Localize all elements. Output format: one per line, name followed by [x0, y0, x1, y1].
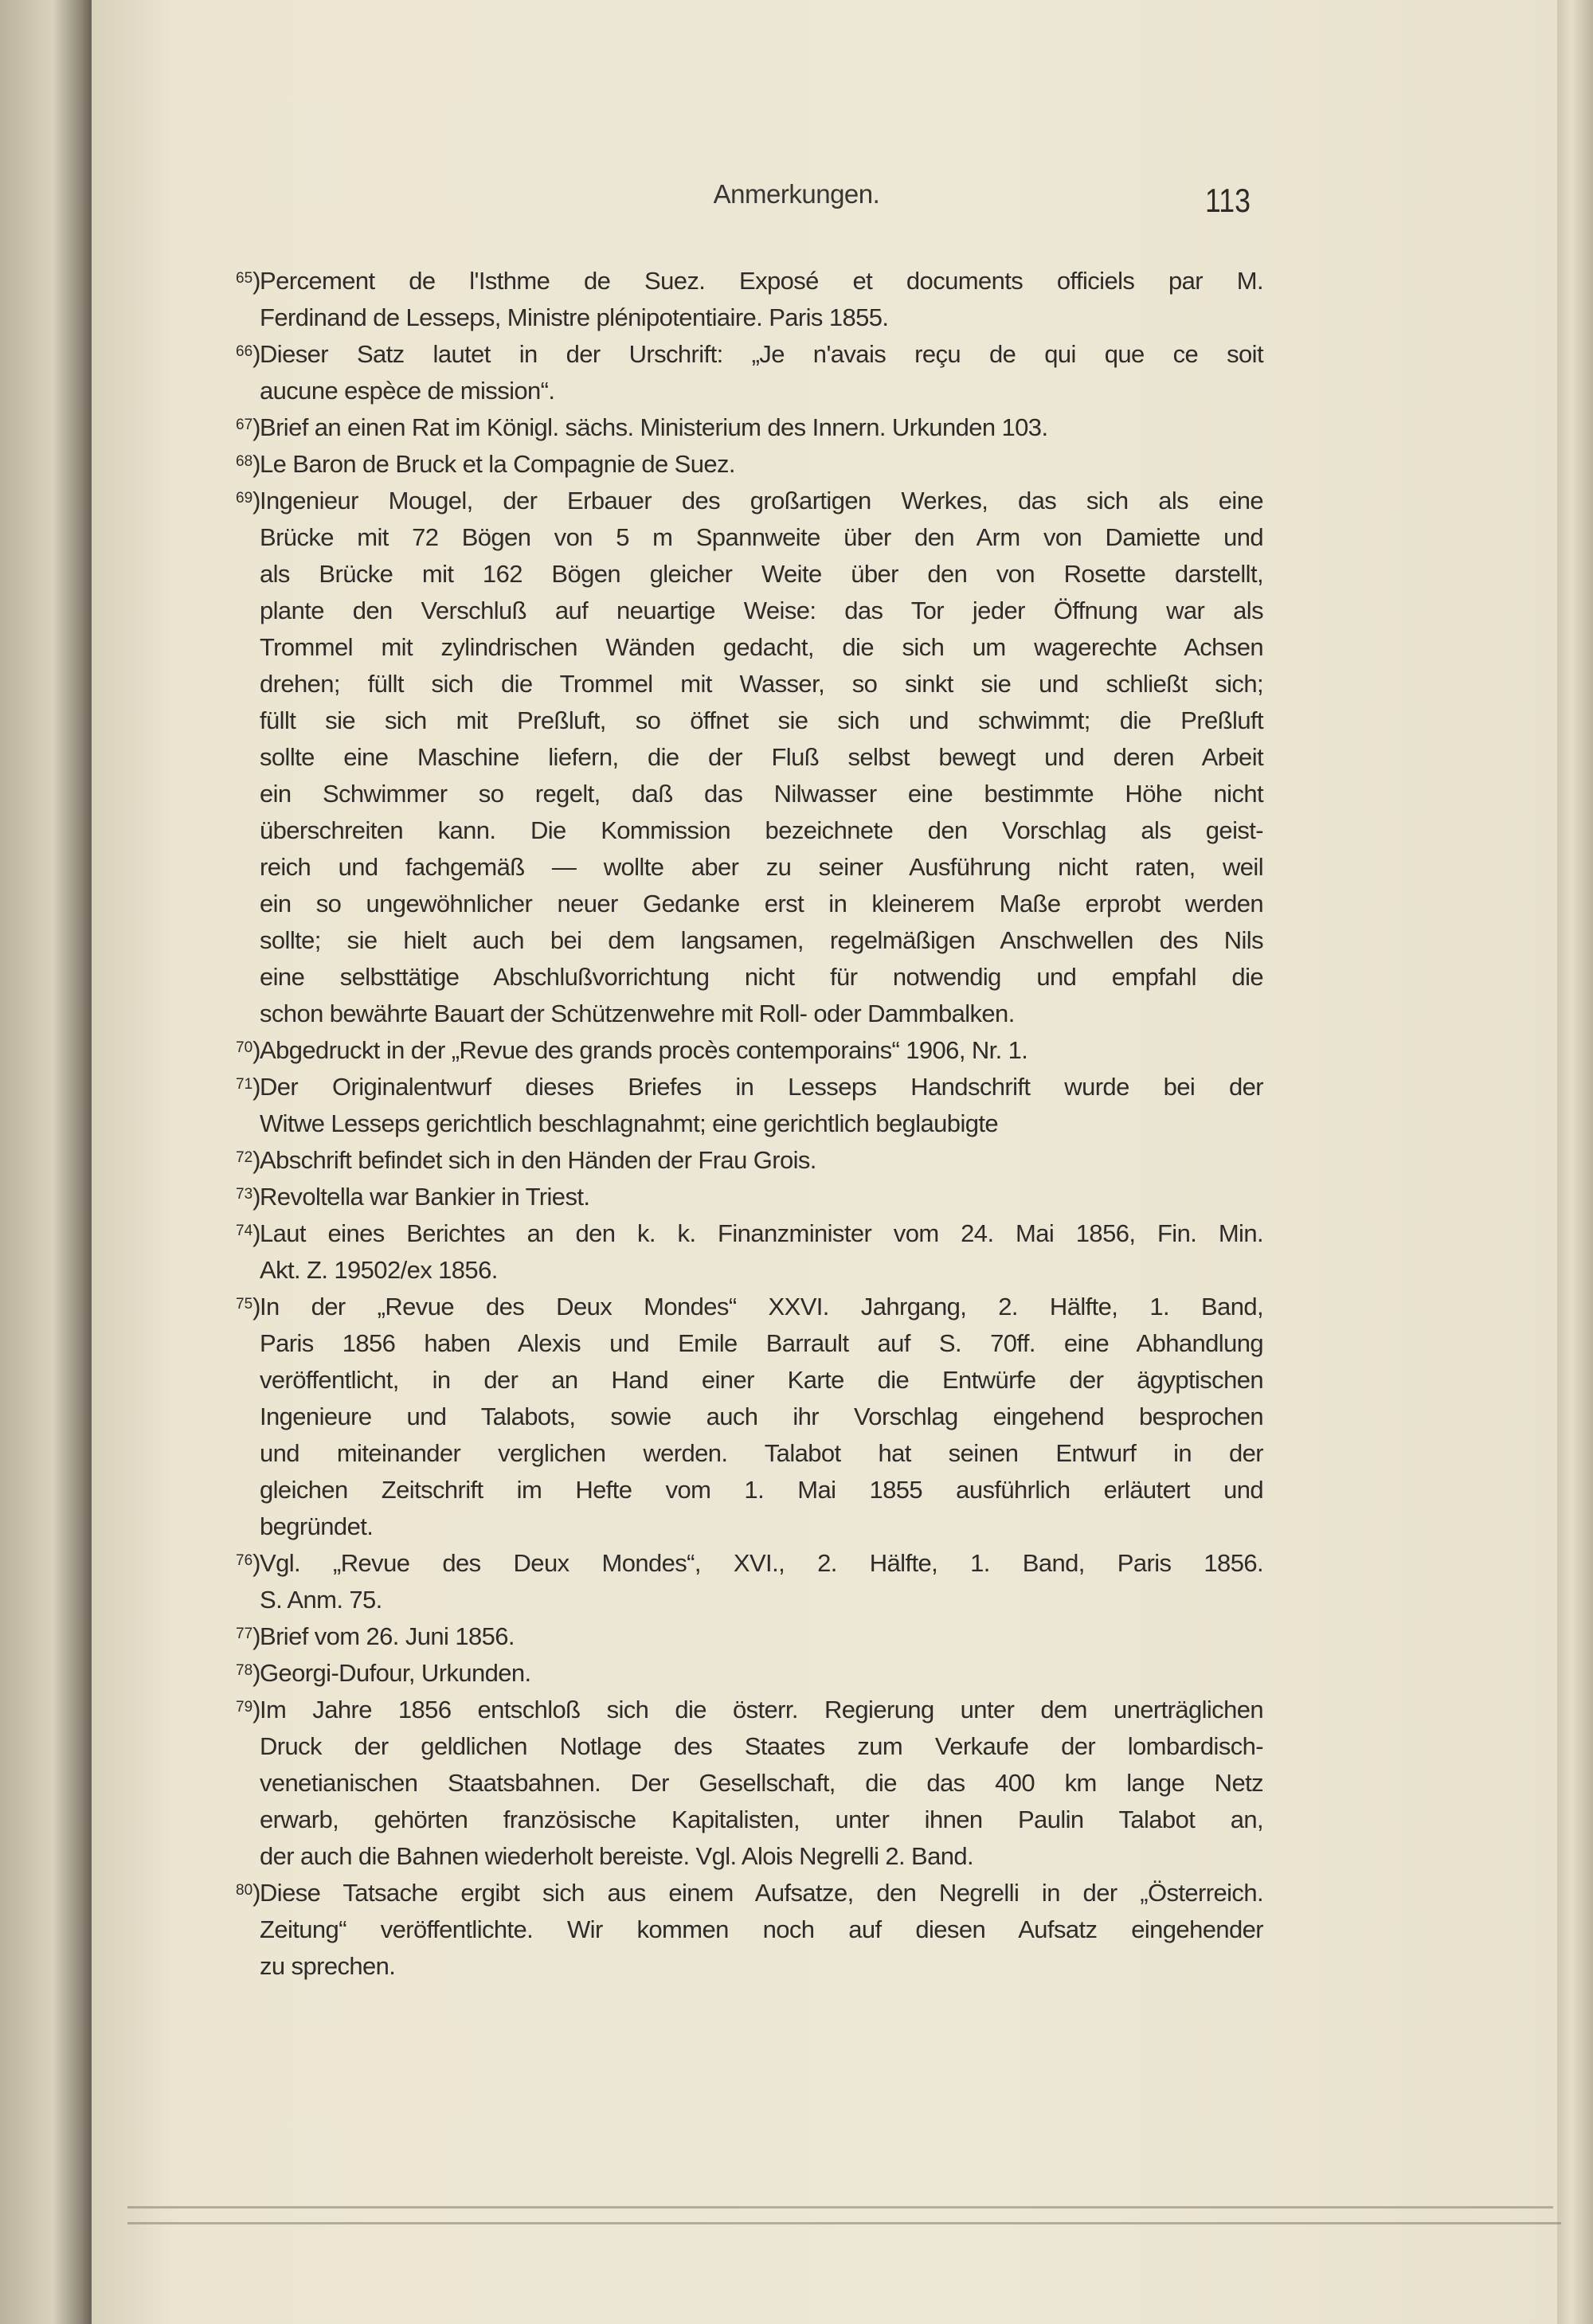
- footnote-text: erwarb, gehörten französische Kapitalisten, unter ihnen Paulin Talabot an,: [260, 1806, 1263, 1833]
- footnote: [236, 1069, 1263, 1142]
- footnote-line: [236, 1142, 1263, 1179]
- footnote-text: Im Jahre 1856 entschloß sich die österr. Regierung unter dem unerträglichen: [260, 1696, 1263, 1723]
- footnote-text: plante den Verschluß auf neuartige Weise: das Tor jeder Öffnung war als: [260, 597, 1263, 624]
- footnote-line: [236, 1215, 1263, 1252]
- footnote-line: [236, 1545, 1263, 1582]
- page-number: 113: [1205, 182, 1251, 219]
- footnote-line: [260, 1582, 1263, 1618]
- footnotes: [236, 263, 1263, 1985]
- footnote-text: als Brücke mit 162 Bögen gleicher Weite über den von Rosette darstellt,: [260, 560, 1263, 588]
- footnote-number: 78 ): [236, 1649, 260, 1689]
- footnote-text: veröffentlicht, in der an Hand einer Karte die Entwürfe der ägyptischen: [260, 1366, 1263, 1394]
- footnote-text: Diese Tatsache ergibt sich aus einem Aufsatze, den Negrelli in der „Österreich.: [260, 1879, 1263, 1907]
- footnote-text: begründet.: [260, 1512, 374, 1540]
- footnote-text: reich und fachgemäß — wollte aber zu seiner Ausführung nicht raten, weil: [260, 853, 1263, 881]
- footnote-line: [236, 1179, 1263, 1215]
- footnote-line: [260, 1838, 1263, 1875]
- footnote-number: 67 ): [236, 403, 260, 444]
- footnote-line: [236, 483, 1263, 519]
- footnote-text: Ingenieure und Talabots, sowie auch ihr Vorschlag eingehend besprochen: [260, 1403, 1263, 1430]
- footnote-line: [260, 299, 1263, 336]
- facing-page-edge: [0, 0, 96, 2324]
- footnote: [236, 1655, 1263, 1692]
- footnote-number: 76 ): [236, 1539, 260, 1579]
- footnote-number: 79 ): [236, 1685, 260, 1726]
- footnote-line: [260, 849, 1263, 886]
- footnote-line: [260, 1105, 1263, 1142]
- footnote: [236, 1875, 1263, 1985]
- footnote-line: [236, 263, 1263, 299]
- footnote-text: Brücke mit 72 Bögen von 5 m Spannweite über den Arm von Damiette und: [260, 523, 1263, 551]
- footnote-text: ein Schwimmer so regelt, daß das Nilwasser eine bestimmte Höhe nicht: [260, 780, 1263, 808]
- footnote-line: [260, 629, 1263, 666]
- footnote-text: Trommel mit zylindrischen Wänden gedacht, die sich um wagerechte Achsen: [260, 633, 1263, 661]
- footnote-line: [260, 996, 1263, 1032]
- footnote-text: Brief an einen Rat im Königl. sächs. Ministerium des Innern. Urkunden 103.: [260, 413, 1048, 441]
- footnote-text: S. Anm. 75.: [260, 1586, 382, 1614]
- footnote-text: Ferdinand de Lesseps, Ministre plénipotentiaire. Paris 1855.: [260, 303, 889, 331]
- footnote: [236, 409, 1263, 446]
- footnote-line: [236, 409, 1263, 446]
- footnote: [236, 1289, 1263, 1545]
- footnote-text: füllt sie sich mit Preßluft, so öffnet sie sich und schwimmt; die Preßluft: [260, 706, 1263, 734]
- footnote-number: 73 ): [236, 1172, 260, 1213]
- footnote: [236, 336, 1263, 409]
- footnote-text: Zeitung“ veröffentlichte. Wir kommen noch auf diesen Aufsatz eingehender: [260, 1915, 1263, 1943]
- page-bottom-edge: [127, 2222, 1561, 2224]
- footnote: [236, 1545, 1263, 1618]
- footnote-line: [236, 1069, 1263, 1105]
- footnote: [236, 1032, 1263, 1069]
- footnote-text: Druck der geldlichen Notlage des Staates zum Verkaufe der lombardisch-: [260, 1732, 1263, 1760]
- footnote-line: [260, 556, 1263, 593]
- footnote-line: [260, 702, 1263, 739]
- footnote: [236, 1179, 1263, 1215]
- footnote-line: [260, 1399, 1263, 1435]
- footnote-text: Ingenieur Mougel, der Erbauer des großartigen Werkes, das sich als eine: [260, 487, 1263, 514]
- footnote-line: [236, 1875, 1263, 1911]
- footnote-line: [260, 1252, 1263, 1289]
- footnote: [236, 1215, 1263, 1289]
- footnote-line: [260, 812, 1263, 849]
- footnote-line: [260, 666, 1263, 702]
- footnote-text: eine selbsttätige Abschlußvorrichtung nicht für notwendig und empfahl die: [260, 963, 1263, 991]
- footnote-text: der auch die Bahnen wiederholt bereiste. Vgl. Alois Negrelli 2. Band.: [260, 1842, 974, 1870]
- footnote-text: Abgedruckt in der „Revue des grands procès contemporains“ 1906, Nr. 1.: [260, 1036, 1028, 1064]
- footnote-number: 80 ): [236, 1868, 260, 1909]
- footnote-text: Revoltella war Bankier in Triest.: [260, 1183, 590, 1211]
- footnote-text: Vgl. „Revue des Deux Mondes“, XVI., 2. Hälfte, 1. Band, Paris 1856.: [260, 1549, 1263, 1577]
- footnote-line: [260, 1325, 1263, 1362]
- footnote-number: 77 ): [236, 1612, 260, 1653]
- footnote-line: [260, 959, 1263, 996]
- footnote-line: [236, 1692, 1263, 1728]
- footnote-line: [260, 373, 1263, 409]
- footnote-text: sollte; sie hielt auch bei dem langsamen, regelmäßigen Anschwellen des Nils: [260, 926, 1263, 954]
- footnote-text: zu sprechen.: [260, 1952, 396, 1980]
- footnote-number: 66 ): [236, 330, 260, 370]
- footnote: [236, 1618, 1263, 1655]
- footnote-line: [260, 1728, 1263, 1765]
- footnote-text: schon bewährte Bauart der Schützenwehre mit Roll- oder Dammbalken.: [260, 1000, 1015, 1027]
- footnote-number: 69 ): [236, 476, 260, 517]
- footnote-text: und miteinander verglichen werden. Talabot hat seinen Entwurf in der: [260, 1439, 1263, 1467]
- footnote-text: Brief vom 26. Juni 1856.: [260, 1622, 515, 1650]
- footnote-line: [260, 519, 1263, 556]
- footnote-line: [236, 446, 1263, 483]
- footnote-text: Dieser Satz lautet in der Urschrift: „Je n'avais reçu de qui que ce soit: [260, 340, 1263, 368]
- footnote-line: [260, 739, 1263, 776]
- footnote-text: Akt. Z. 19502/ex 1856.: [260, 1256, 498, 1284]
- footnote-line: [236, 1618, 1263, 1655]
- footnote: [236, 483, 1263, 1032]
- footnote: [236, 1692, 1263, 1875]
- page-stack-edge: [1557, 0, 1593, 2324]
- footnote-line: [260, 1948, 1263, 1985]
- footnote-text: Percement de l'Isthme de Suez. Exposé et documents officiels par M.: [260, 267, 1263, 295]
- footnote-text: Laut eines Berichtes an den k. k. Finanzminister vom 24. Mai 1856, Fin. Min.: [260, 1219, 1263, 1247]
- footnote-text: ein so ungewöhnlicher neuer Gedanke erst in kleinerem Maße erprobt werden: [260, 890, 1263, 917]
- footnote-number: 70 ): [236, 1026, 260, 1066]
- footnote-text: überschreiten kann. Die Kommission bezeichnete den Vorschlag als geist-: [260, 816, 1263, 844]
- footnote-line: [260, 593, 1263, 629]
- footnote: [236, 1142, 1263, 1179]
- footnote-number: 74 ): [236, 1209, 260, 1250]
- footnote-line: [260, 1802, 1263, 1838]
- footnote: [236, 263, 1263, 336]
- footnote-text: gleichen Zeitschrift im Hefte vom 1. Mai 1855 ausführlich erläutert und: [260, 1476, 1263, 1504]
- footnote: [236, 446, 1263, 483]
- page-bottom-edge: [127, 2206, 1553, 2209]
- footnote-text: Witwe Lesseps gerichtlich beschlagnahmt; eine gerichtlich beglaubigte: [260, 1109, 999, 1137]
- footnote-text: Abschrift befindet sich in den Händen der Frau Grois.: [260, 1146, 816, 1174]
- footnote-line: [236, 1655, 1263, 1692]
- footnote-number: 72 ): [236, 1136, 260, 1176]
- footnote-number: 71 ): [236, 1062, 260, 1103]
- footnote-line: [260, 1362, 1263, 1399]
- footnote-line: [260, 1765, 1263, 1802]
- footnote-line: [260, 1472, 1263, 1508]
- footnote-line: [260, 1911, 1263, 1948]
- footnote-line: [236, 1289, 1263, 1325]
- footnote-text: Der Originalentwurf dieses Briefes in Lesseps Handschrift wurde bei der: [260, 1073, 1263, 1101]
- footnote-number: 68 ): [236, 440, 260, 480]
- footnote-text: aucune espèce de mission“.: [260, 377, 555, 405]
- footnote-line: [236, 1032, 1263, 1069]
- footnote-text: drehen; füllt sich die Trommel mit Wasser, so sinkt sie und schließt sich;: [260, 670, 1263, 698]
- footnote-line: [236, 336, 1263, 373]
- footnote-line: [260, 1435, 1263, 1472]
- footnote-text: In der „Revue des Deux Mondes“ XXVI. Jahrgang, 2. Hälfte, 1. Band,: [260, 1293, 1263, 1320]
- footnote-text: Georgi-Dufour, Urkunden.: [260, 1659, 531, 1687]
- footnote-line: [260, 776, 1263, 812]
- footnote-text: Paris 1856 haben Alexis und Emile Barrault auf S. 70ff. eine Abhandlung: [260, 1329, 1263, 1357]
- footnote-number: 75 ): [236, 1282, 260, 1323]
- running-head: Anmerkungen.: [713, 179, 880, 209]
- footnote-text: venetianischen Staatsbahnen. Der Gesellschaft, die das 400 km lange Netz: [260, 1769, 1263, 1797]
- footnote-text: Le Baron de Bruck et la Compagnie de Suez.: [260, 450, 735, 478]
- footnote-line: [260, 922, 1263, 959]
- footnote-line: [260, 886, 1263, 922]
- footnote-line: [260, 1508, 1263, 1545]
- footnote-number: 65 ): [236, 256, 260, 297]
- footnote-text: sollte eine Maschine liefern, die der Fluß selbst bewegt und deren Arbeit: [260, 743, 1263, 771]
